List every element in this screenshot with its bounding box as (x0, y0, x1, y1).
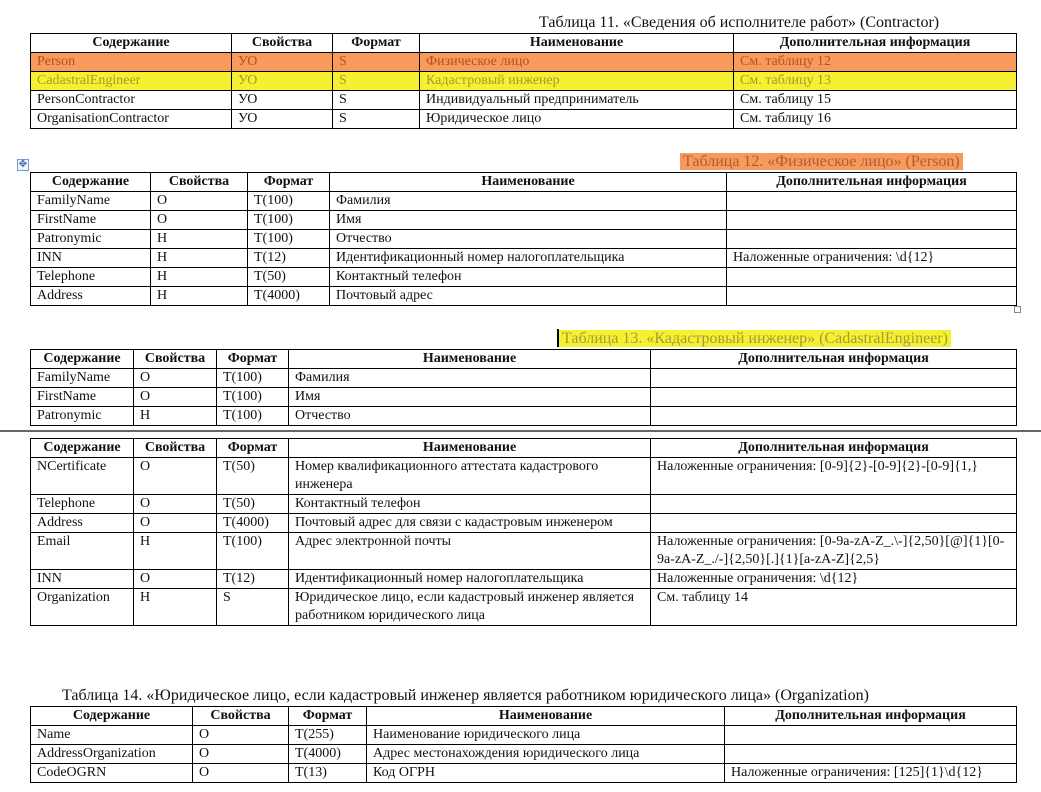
table13-caption (559, 329, 951, 348)
cell-additional-info (727, 211, 1017, 230)
cell-content: CadastralEngineer (31, 72, 232, 91)
column-header-additional-info: Дополнительная информация (651, 350, 1017, 369)
cell-format: T(13) (289, 764, 367, 783)
cell-properties: УО (232, 53, 333, 72)
column-header-additional-info: Дополнительная информация (651, 439, 1017, 458)
cell-additional-info: Наложенные ограничения: [0-9a-zA-Z_.\-]{2,50}[@]{1}[0-9a-zA-Z_./-]{2,50}[.]{1}[a-zA-Z]{2,5} (651, 533, 1017, 570)
cell-name: Контактный телефон (289, 495, 651, 514)
cell-properties: Н (151, 230, 248, 249)
column-header-properties: Свойства (134, 439, 217, 458)
table-row (31, 533, 1017, 570)
cell-content: FamilyName (31, 192, 151, 211)
cell-format: T(50) (217, 458, 289, 495)
table-row (31, 726, 1017, 745)
column-header-name: Наименование (367, 707, 725, 726)
cell-content: INN (31, 570, 134, 589)
cell-properties: О (134, 570, 217, 589)
cell-additional-info: См. таблицу 14 (651, 589, 1017, 626)
table11-caption: Таблица 11. «Сведения об исполнителе работ» (Contractor) (539, 14, 940, 31)
column-header-properties: Свойства (193, 707, 289, 726)
cell-content: OrganisationContractor (31, 110, 232, 129)
cell-name: Идентификационный номер налогоплательщика (289, 570, 651, 589)
cell-name: Контактный телефон (330, 268, 727, 287)
cell-name: Фамилия (289, 369, 651, 388)
cell-format: T(50) (217, 495, 289, 514)
table-row (31, 514, 1017, 533)
cell-name: Почтовый адрес (330, 287, 727, 306)
column-header-name: Наименование (289, 439, 651, 458)
cell-additional-info (651, 407, 1017, 426)
column-header-content: Содержание (31, 173, 151, 192)
cell-additional-info (725, 726, 1017, 745)
table-row (31, 91, 1017, 110)
cell-name: Юридическое лицо (420, 110, 734, 129)
cell-content: Patronymic (31, 230, 151, 249)
cell-additional-info (651, 388, 1017, 407)
column-header-format: Формат (248, 173, 330, 192)
cell-format: T(100) (248, 192, 330, 211)
table-row (31, 110, 1017, 129)
cell-format: T(12) (217, 570, 289, 589)
cell-additional-info (651, 514, 1017, 533)
cell-additional-info: Наложенные ограничения: [125]{1}\d{12} (725, 764, 1017, 783)
column-header-name: Наименование (420, 34, 734, 53)
cell-name: Имя (330, 211, 727, 230)
table-header-row (31, 350, 1017, 369)
table12-person (30, 172, 1017, 306)
column-header-properties: Свойства (134, 350, 217, 369)
cell-format: T(100) (217, 407, 289, 426)
table13-cadastral-engineer-part1 (30, 349, 1017, 426)
cell-format: T(4000) (289, 745, 367, 764)
column-header-format: Формат (333, 34, 420, 53)
cell-name: Адрес местонахождения юридического лица (367, 745, 725, 764)
cell-name: Идентификационный номер налогоплательщика (330, 249, 727, 268)
cell-properties: О (151, 192, 248, 211)
cell-content: Name (31, 726, 193, 745)
cell-name: Отчество (330, 230, 727, 249)
table-row (31, 230, 1017, 249)
cell-format: T(100) (217, 388, 289, 407)
table-header-row (31, 707, 1017, 726)
column-header-name: Наименование (330, 173, 727, 192)
cell-content: Organization (31, 589, 134, 626)
table-header-row (31, 34, 1017, 53)
cell-name: Физическое лицо (420, 53, 734, 72)
cell-format: S (333, 91, 420, 110)
cell-name: Код ОГРН (367, 764, 725, 783)
cell-content: Telephone (31, 495, 134, 514)
cell-additional-info (727, 268, 1017, 287)
cell-properties: Н (134, 589, 217, 626)
page-break-divider (0, 430, 1041, 432)
table12-caption (680, 152, 963, 171)
cell-additional-info: Наложенные ограничения: \d{12} (727, 249, 1017, 268)
cell-name: Номер квалификационного аттестата кадастрового инженера (289, 458, 651, 495)
column-header-content: Содержание (31, 350, 134, 369)
column-header-additional-info: Дополнительная информация (727, 173, 1017, 192)
column-header-additional-info: Дополнительная информация (734, 34, 1017, 53)
cell-additional-info (651, 369, 1017, 388)
cell-name: Отчество (289, 407, 651, 426)
column-header-additional-info: Дополнительная информация (725, 707, 1017, 726)
table-row (31, 369, 1017, 388)
cell-properties: О (193, 726, 289, 745)
table14-caption: Таблица 14. «Юридическое лицо, если кадастровый инженер является работником юридического лица» (Organization) (62, 687, 869, 704)
cell-content: NCertificate (31, 458, 134, 495)
cell-additional-info: См. таблицу 12 (734, 53, 1017, 72)
cell-content: AddressOrganization (31, 745, 193, 764)
cell-format: T(100) (217, 369, 289, 388)
cell-format: S (333, 72, 420, 91)
cell-format: S (333, 53, 420, 72)
cell-format: S (217, 589, 289, 626)
cell-content: PersonContractor (31, 91, 232, 110)
table11-contractor (30, 33, 1017, 129)
table-row (31, 745, 1017, 764)
cell-name: Почтовый адрес для связи с кадастровым инженером (289, 514, 651, 533)
cell-properties: Н (151, 287, 248, 306)
table-row (31, 287, 1017, 306)
cell-content: INN (31, 249, 151, 268)
cell-properties: О (134, 514, 217, 533)
cell-properties: О (134, 458, 217, 495)
cell-format: T(100) (248, 211, 330, 230)
cell-content: Patronymic (31, 407, 134, 426)
table13-cadastral-engineer-part2 (30, 438, 1017, 626)
table-row (31, 249, 1017, 268)
column-header-format: Формат (289, 707, 367, 726)
table-row (31, 268, 1017, 287)
table-row (31, 53, 1017, 72)
cell-format: T(50) (248, 268, 330, 287)
cell-properties: О (134, 495, 217, 514)
column-header-name: Наименование (289, 350, 651, 369)
cell-format: T(100) (217, 533, 289, 570)
cell-properties: Н (151, 249, 248, 268)
cell-additional-info: См. таблицу 16 (734, 110, 1017, 129)
table-header-row (31, 173, 1017, 192)
column-header-format: Формат (217, 350, 289, 369)
table-row (31, 192, 1017, 211)
table-row (31, 458, 1017, 495)
cell-name: Адрес электронной почты (289, 533, 651, 570)
cell-properties: Н (134, 533, 217, 570)
cell-properties: О (193, 764, 289, 783)
column-header-properties: Свойства (151, 173, 248, 192)
table-row (31, 570, 1017, 589)
table12-caption-text: Таблица 12. «Физическое лицо» (Person) (680, 153, 963, 170)
table-move-handle-icon[interactable]: ✥ (18, 159, 28, 170)
table-row (31, 72, 1017, 91)
column-header-content: Содержание (31, 34, 232, 53)
table-row (31, 407, 1017, 426)
cell-content: FamilyName (31, 369, 134, 388)
table-row (31, 388, 1017, 407)
cell-content: FirstName (31, 388, 134, 407)
cell-format: T(4000) (217, 514, 289, 533)
cell-name: Имя (289, 388, 651, 407)
cell-properties: УО (232, 110, 333, 129)
cell-properties: О (134, 388, 217, 407)
cell-additional-info (727, 192, 1017, 211)
cell-properties: Н (151, 268, 248, 287)
cell-format: S (333, 110, 420, 129)
cell-name: Кадастровый инженер (420, 72, 734, 91)
cell-content: Person (31, 53, 232, 72)
cell-properties: УО (232, 72, 333, 91)
cell-additional-info (727, 230, 1017, 249)
cell-additional-info: См. таблицу 13 (734, 72, 1017, 91)
cell-content: Telephone (31, 268, 151, 287)
cell-name: Наименование юридического лица (367, 726, 725, 745)
cell-format: T(100) (248, 230, 330, 249)
cell-content: Email (31, 533, 134, 570)
cell-properties: О (151, 211, 248, 230)
cell-name: Фамилия (330, 192, 727, 211)
cell-content: CodeOGRN (31, 764, 193, 783)
column-header-properties: Свойства (232, 34, 333, 53)
cell-additional-info (725, 745, 1017, 764)
cell-additional-info: Наложенные ограничения: \d{12} (651, 570, 1017, 589)
table13-caption-text: Таблица 13. «Кадастровый инженер» (CadastralEngineer) (559, 330, 951, 347)
column-header-content: Содержание (31, 439, 134, 458)
table-row (31, 495, 1017, 514)
cell-additional-info (651, 495, 1017, 514)
cell-properties: Н (134, 407, 217, 426)
cell-content: Address (31, 287, 151, 306)
cell-format: T(255) (289, 726, 367, 745)
column-header-format: Формат (217, 439, 289, 458)
cell-properties: УО (232, 91, 333, 110)
cell-format: T(4000) (248, 287, 330, 306)
cell-additional-info: Наложенные ограничения: [0-9]{2}-[0-9]{2}-[0-9]{1,} (651, 458, 1017, 495)
cell-properties: О (134, 369, 217, 388)
cell-additional-info: См. таблицу 15 (734, 91, 1017, 110)
table-row (31, 211, 1017, 230)
table14-organization (30, 706, 1017, 783)
cell-content: FirstName (31, 211, 151, 230)
cell-additional-info (727, 287, 1017, 306)
cell-format: T(12) (248, 249, 330, 268)
table-header-row (31, 439, 1017, 458)
table-row (31, 764, 1017, 783)
column-header-content: Содержание (31, 707, 193, 726)
cell-content: Address (31, 514, 134, 533)
table-row (31, 589, 1017, 626)
cell-name: Индивидуальный предприниматель (420, 91, 734, 110)
cell-properties: О (193, 745, 289, 764)
cell-name: Юридическое лицо, если кадастровый инженер является работником юридического лица (289, 589, 651, 626)
table-resize-handle-icon[interactable] (1014, 306, 1021, 313)
